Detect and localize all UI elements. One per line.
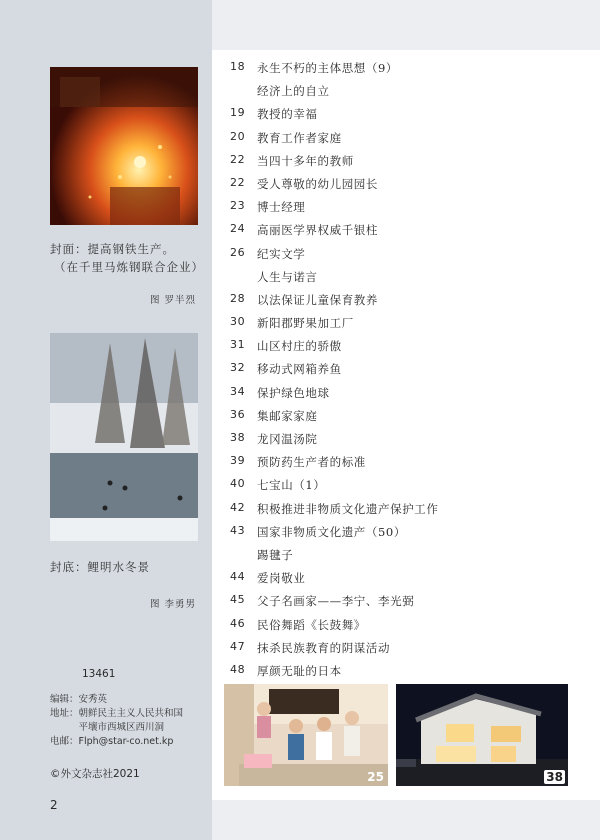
toc-page-number: 39	[230, 454, 246, 468]
masthead-editor: 编辑：安秀英	[50, 694, 108, 705]
toc-row	[230, 292, 590, 315]
toc-row	[230, 361, 590, 384]
toc-row	[230, 222, 590, 245]
page-number: 2	[50, 798, 58, 812]
toc-title: 山区村庄的骄傲	[257, 339, 342, 354]
toc-row	[230, 501, 590, 524]
back-cover-credit: 图 李勇男	[150, 599, 197, 610]
masthead-address-1: 地址：朝鲜民主主义人民共和国	[50, 708, 184, 719]
toc-title: 抹杀民族教育的阴谋活动	[257, 640, 391, 655]
toc-page-number: 20	[230, 129, 246, 143]
cover-caption	[50, 240, 204, 276]
toc-title: 踢毽子	[257, 547, 294, 562]
toc-page-number: 46	[230, 616, 246, 630]
bottom-band	[212, 800, 600, 840]
toc-row	[230, 408, 590, 431]
toc-page-number: 22	[230, 175, 246, 189]
toc-page-number: 40	[230, 477, 246, 491]
cover-caption-line1: 封面：提高钢铁生产。	[50, 242, 175, 256]
toc-row	[230, 385, 590, 408]
toc-page-number: 38	[230, 431, 246, 444]
toc-row	[230, 338, 590, 361]
toc-page-number: 31	[230, 338, 246, 352]
toc-row	[230, 454, 590, 477]
toc-row	[230, 60, 590, 83]
toc-row	[230, 246, 590, 269]
toc-title: 教授的幸福	[257, 107, 318, 122]
toc-title: 积极推进非物质文化遗产保护工作	[257, 501, 439, 516]
toc-page-number: 45	[230, 593, 246, 607]
family-photo-page-label: 25	[367, 770, 384, 784]
toc-title: 厚颜无耻的日本	[257, 663, 342, 678]
toc-title: 集邮家家庭	[257, 408, 318, 423]
toc-title: 经济上的自立	[257, 84, 330, 99]
toc-row	[230, 593, 590, 616]
toc-title: 民俗舞蹈《长鼓舞》	[257, 617, 366, 632]
toc-title: 纪实文学	[257, 246, 306, 261]
toc-title: 永生不朽的主体思想（9）	[257, 61, 399, 75]
masthead-address-2: 平壤市西城区西川洞	[50, 722, 165, 733]
toc-row	[230, 106, 590, 129]
toc-title: 保护绿色地球	[257, 385, 330, 400]
toc-title: 国家非物质文化遗产（50）	[257, 524, 406, 539]
toc-page-number: 44	[230, 570, 246, 584]
toc-row	[230, 315, 590, 338]
toc-page-number: 43	[230, 523, 246, 537]
toc-title: 当四十多年的教师	[257, 153, 354, 168]
table-of-contents	[230, 60, 590, 686]
toc-row	[230, 547, 590, 570]
toc-page-number: 19	[230, 106, 246, 120]
toc-row	[230, 524, 590, 547]
back-cover-caption: 封底：鲤明水冬景	[50, 560, 150, 574]
toc-page-number: 36	[230, 407, 246, 421]
toc-page-number: 47	[230, 639, 246, 653]
toc-row	[230, 153, 590, 176]
toc-row	[230, 130, 590, 153]
top-band	[212, 0, 600, 50]
toc-title: 博士经理	[257, 200, 306, 215]
toc-page-number: 34	[230, 384, 246, 398]
toc-row	[230, 640, 590, 663]
catalog-code: 13461	[82, 668, 116, 680]
toc-row	[230, 176, 590, 199]
toc-row	[230, 269, 590, 292]
toc-row	[230, 199, 590, 222]
masthead	[50, 693, 183, 749]
toc-page-number: 28	[230, 291, 246, 305]
toc-page-number: 22	[230, 152, 246, 166]
toc-row	[230, 663, 590, 686]
family-photo	[224, 684, 388, 786]
toc-page-number: 24	[230, 222, 246, 236]
toc-page-number: 42	[230, 500, 246, 514]
cover-credit: 图 罗半烈	[150, 295, 197, 306]
toc-title: 爱岗敬业	[257, 571, 306, 586]
toc-title: 人生与诺言	[257, 269, 318, 284]
house-photo	[396, 684, 568, 786]
toc-title: 新阳郡野果加工厂	[257, 316, 354, 331]
back-cover-photo	[50, 333, 198, 541]
copyright: ©外文杂志社2021	[50, 768, 140, 780]
toc-title: 七宝山（1）	[257, 478, 326, 493]
cover-photo	[50, 67, 198, 225]
toc-title: 移动式网箱养鱼	[257, 362, 342, 377]
toc-row	[230, 83, 590, 106]
toc-page-number: 23	[230, 199, 246, 213]
masthead-email: 电邮：Flph@star-co.net.kp	[50, 736, 174, 747]
toc-row	[230, 617, 590, 640]
house-photo-page-label: 38	[546, 770, 563, 784]
toc-title: 预防药生产者的标准	[257, 455, 366, 470]
toc-row	[230, 431, 590, 454]
toc-page-number: 32	[230, 361, 246, 375]
toc-page-number: 18	[230, 60, 246, 73]
toc-title: 龙冈温汤院	[257, 432, 318, 446]
toc-page-number: 48	[230, 662, 246, 676]
toc-row	[230, 570, 590, 593]
toc-title: 高丽医学界权威千银柱	[257, 223, 378, 238]
toc-title: 教育工作者家庭	[257, 130, 342, 145]
cover-caption-line2: （在千里马炼钢联合企业）	[54, 260, 204, 274]
toc-page-number: 30	[230, 315, 246, 329]
toc-title: 父子名画家——李宁、李光弼	[257, 594, 415, 609]
toc-row	[230, 477, 590, 500]
toc-title: 以法保证儿童保育教养	[257, 292, 378, 307]
toc-title: 受人尊敬的幼儿园园长	[257, 176, 378, 191]
toc-page-number: 26	[230, 245, 246, 259]
